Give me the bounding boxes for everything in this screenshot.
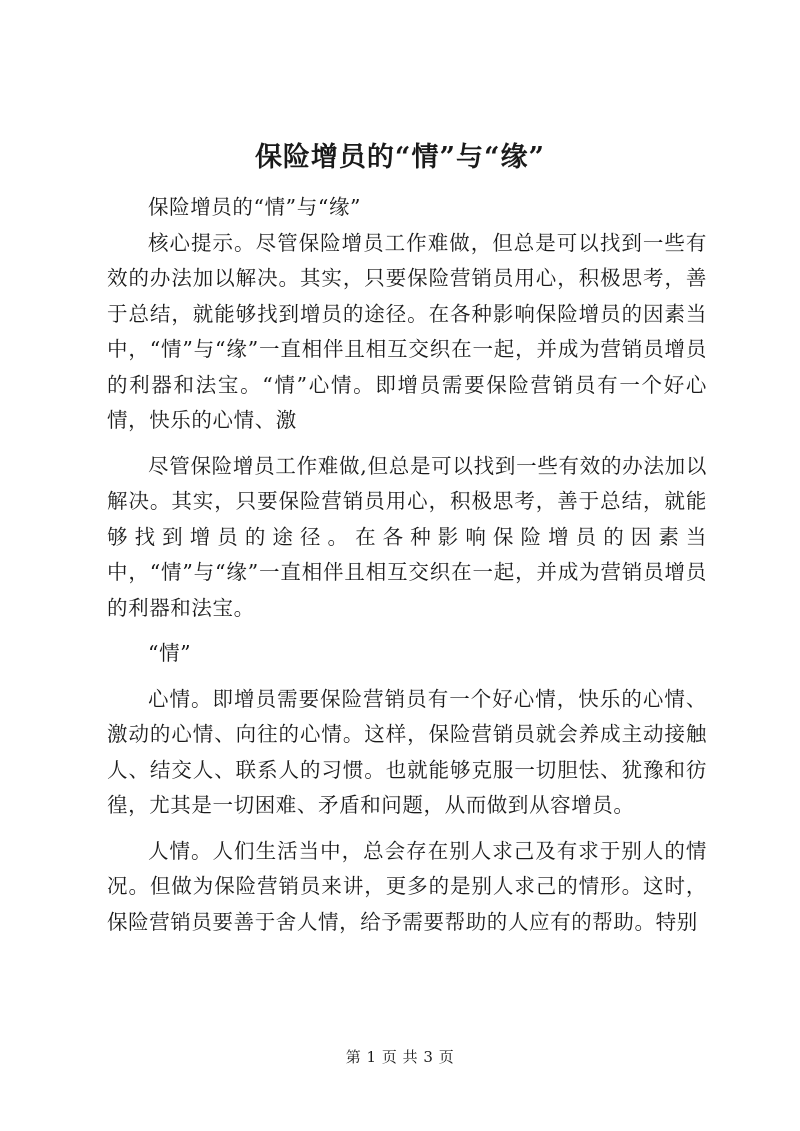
core-summary-paragraph: 核心提示。尽管保险增员工作难做，但总是可以找到一些有效的办法加以解决。其实，只要保险营销员用心，积极思考，善于总结，就能够找到增员的途径。在各种影响保险增员的因素当中，“情”与“缘”一直相伴且相互交织在一起，并成为营销员增员的利器和法宝。“情”心情。即增员需要保险营销员有一个好心情，快乐的心情、激 <box>107 230 707 432</box>
subtitle-paragraph: 保险增员的“情”与“缘” <box>148 195 362 219</box>
favor-paragraph: 人情。人们生活当中，总会存在别人求己及有求于别人的情况。但做为保险营销员来讲，更多的是别人求己的情形。这时，保险营销员要善于舍人情，给予需要帮助的人应有的帮助。特别 <box>107 838 707 934</box>
page-footer: 第 1 页 共 3 页 <box>345 1048 455 1066</box>
intro-paragraph: 尽管保险增员工作难做,但总是可以找到一些有效的办法加以解决。其实，只要保险营销员用心，积极思考，善于总结，就能够找到增员的途径。在各种影响保险增员的因素当中，“情”与“缘”一直相伴且相互交织在一起，并成为营销员增员的利器和法宝。 <box>107 453 707 620</box>
document-title: 保险增员的“情”与“缘” <box>254 142 546 173</box>
section-heading-qing: “情” <box>148 641 192 665</box>
document-body <box>107 190 707 940</box>
mood-paragraph: 心情。即增员需要保险营销员有一个好心情，快乐的心情、激动的心情、向往的心情。这样，保险营销员就会养成主动接触人、结交人、联系人的习惯。也就能够克服一切胆怯、犹豫和彷徨，尤其是一切困难、矛盾和问题，从而做到从容增员。 <box>107 686 707 817</box>
